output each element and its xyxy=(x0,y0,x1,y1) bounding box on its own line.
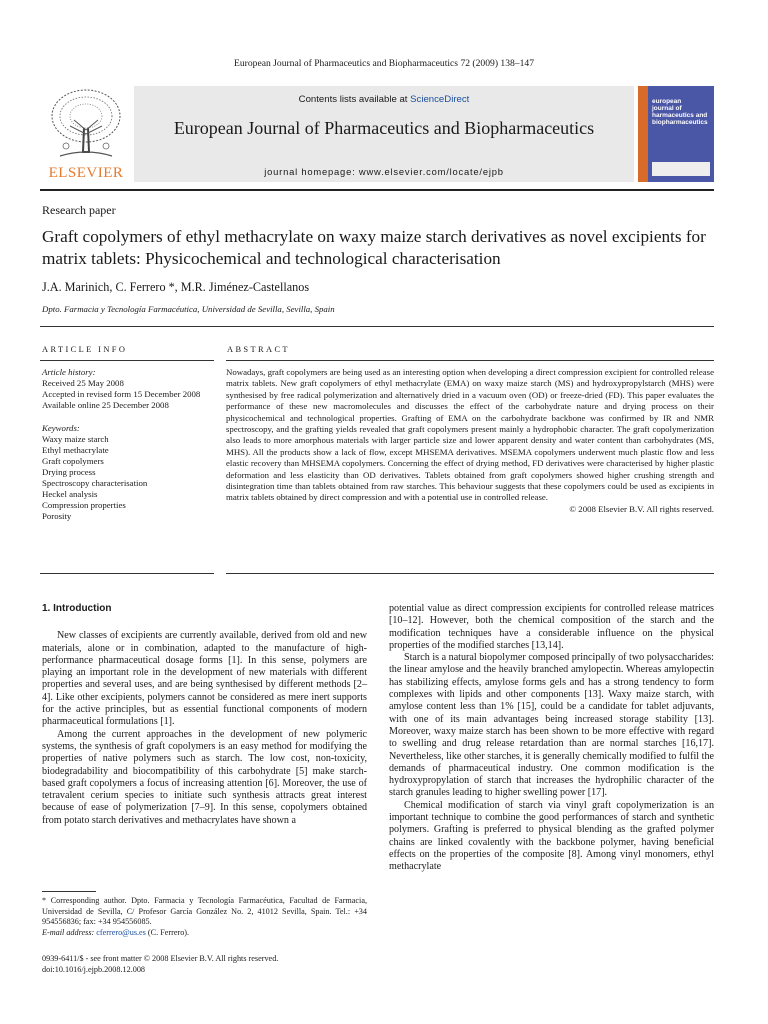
article-title: Graft copolymers of ethyl methacrylate on waxy maize starch derivatives as novel excipients for matrix tablets: Physicochemical and technological characterisation xyxy=(42,227,706,268)
title-rule xyxy=(40,326,714,327)
contents-prefix: Contents lists available at xyxy=(298,94,408,105)
journal-title: European Journal of Pharmaceutics and Biopharmaceutics xyxy=(173,118,595,138)
abstract-label: ABSTRACT xyxy=(227,345,290,354)
elsevier-tree-icon xyxy=(46,86,126,162)
keyword: Heckel analysis xyxy=(42,489,98,499)
journal-header-band xyxy=(134,86,634,182)
abstract-bottom-rule xyxy=(226,573,714,574)
doi-line: doi:10.1016/j.ejpb.2008.12.008 xyxy=(42,965,146,974)
history-item: Accepted in revised form 15 December 2008 xyxy=(42,389,201,399)
history-label: Article history: xyxy=(42,367,96,377)
running-head: European Journal of Pharmaceutics and Biopharmaceutics 72 (2009) 138–147 xyxy=(234,58,534,69)
history-item: Received 25 May 2008 xyxy=(42,378,124,388)
cover-title-line: european xyxy=(652,98,682,105)
footnote xyxy=(42,896,367,939)
affiliation: Dpto. Farmacia y Tecnología Farmacéutica, Universidad de Sevilla, Sevilla, Spain xyxy=(42,304,335,314)
keyword: Drying process xyxy=(42,467,96,477)
homepage-url[interactable]: www.elsevier.com/locate/ejpb xyxy=(358,166,504,177)
cover-title-line: biopharmaceutics xyxy=(652,119,708,126)
cover-title-line: harmaceutics and xyxy=(652,112,708,119)
keyword: Ethyl methacrylate xyxy=(42,445,109,455)
homepage-prefix: journal homepage: xyxy=(264,166,356,177)
section-heading: 1. Introduction xyxy=(42,603,112,614)
abstract-rule xyxy=(226,360,714,361)
footnote-email-line xyxy=(42,928,367,939)
body-paragraph: New classes of excipients are currently available, derived from old and new materials, alone or in combination, adapted to the manufacture of high-performance pharmaceutical dosage forms [1]. In this sense, polymers are playing an important role in the development of new materials with different properties and several uses, and are being synthesised by different methods [2–4]. Like other excipients, polymers cannot be considered as mere inert supports for the active principles, but as essential functional components of modern pharmaceutical formulations [1]. xyxy=(42,630,367,728)
elsevier-logo xyxy=(40,86,132,182)
article-type: Research paper xyxy=(42,203,116,217)
abstract-copyright: © 2008 Elsevier B.V. All rights reserved. xyxy=(569,503,714,514)
issn-line: 0939-6411/$ - see front matter © 2008 Elsevier B.V. All rights reserved. xyxy=(42,954,279,963)
article-info-bottom-rule xyxy=(40,573,214,574)
cover-title xyxy=(652,98,710,126)
keywords-label: Keywords: xyxy=(42,423,80,433)
body-right-column xyxy=(389,603,714,874)
email-link[interactable]: cferrero@us.es xyxy=(96,928,146,938)
email-label: E-mail address: xyxy=(42,928,95,938)
abstract-text: Nowadays, graft copolymers are being used as an interesting option when developing a direct compression excipient for controlled release matrix tablets. New graft copolymers of ethyl methacrylate (EMA) on waxy maize starch (MS) and hydroxypropylstarch (MHS) were synthesised by free radical polymerization and alternatively dried in a vacuum oven (OD) or freeze-dried (FD). This paper evaluates the performance of these new macromolecules and discusses the effect of the carbohydrate nature and drying process on their physicochemical and technological properties. Grafting of EMA on the carbohydrate backbone was confirmed by IR and NMR spectroscopy, and the grafting yields revealed that graft copolymers present mainly a hydrophobic character. The graft copolymerization also leads to more amorphous materials with larger particle size and lower apparent density and water content than carbohydrates (MS, MHS). All the products show a lack of flow, except MHSEMA derivatives. MSEMA copolymers underwent much plastic flow and less elastic recovery than MHSEMA copolymers. Concerning the effect of drying method, FD derivatives were characterised by higher plastic deformation and less elasticity than OD derivatives. Tablets obtained from graft copolymers showed higher crushing strength and disintegration time than tablets obtained from raw starches. This behaviour suggests that these copolymers could be used as excipients in matrix tablets obtained by direct compression and with a potential use in controlled release. xyxy=(226,367,714,503)
keyword: Spectroscopy characterisation xyxy=(42,478,148,488)
cover-title-line: journal of xyxy=(652,105,682,112)
body-paragraph: Starch is a natural biopolymer composed principally of two polysaccharides: the linear amylose and the heavily branched amylopectin. Whereas amylopectin has stabilizing effects, amylose forms gels and has a strong tendency to form complexes with lipids and other components [13]. Waxy maize starch, with amylose content less than 1% [15], could be a candidate for tablet adjuvants, with one of its main advantages being increased storage stability [13]. Moreover, waxy maize starch has been shown to be more effective with regard to swelling and drug release retardation than are normal starches [16,17]. Nevertheless, like other starches, it is generally chemically modified to fulfil the demands of pharmaceutical industry. One common modification is the hydroxypropylation of starch that increases the hydrophilic character of the starch granules leading to higher swelling power [17]. xyxy=(389,652,714,799)
abstract xyxy=(226,367,714,515)
footnote-rule xyxy=(42,891,96,892)
publication-info xyxy=(42,953,367,975)
keyword: Porosity xyxy=(42,511,72,521)
contents-line xyxy=(134,94,634,105)
body-left-column xyxy=(42,603,367,827)
sciencedirect-link[interactable]: ScienceDirect xyxy=(410,94,470,105)
journal-homepage xyxy=(134,166,634,177)
body-paragraph: Chemical modification of starch via vinyl graft copolymerization is an important technique to combine the good performances of starch and synthetic polymers. Grafting is preferred to physical blending as the grafted polymer chains are linked covalently with the backbone polymer, having beneficial effects on the properties of the composite [8]. Among vinyl monomers, ethyl methacrylate xyxy=(389,799,714,873)
authors: J.A. Marinich, C. Ferrero *, M.R. Jiménez-Castellanos xyxy=(42,280,310,294)
journal-cover-thumbnail xyxy=(638,86,714,182)
publisher-name: ELSEVIER xyxy=(48,165,124,181)
article-info-rule xyxy=(40,360,214,361)
keyword: Graft copolymers xyxy=(42,456,104,466)
cover-footer-block xyxy=(652,162,710,176)
body-paragraph: Among the current approaches in the development of new polymeric systems, the synthesis of graft copolymers is an easy method for modifying the properties of native polymers such as starch. The low cost, non-toxicity, biodegradability and biocompatibility of this carbohydrate [5] make starch-based graft copolymers a focus of increasing attention [6]. Moreover, the use of tetravalent cerium species to initiate such synthesis attracts great interest because of ease of polymerization [7–9]. In this sense, copolymers obtained from potato starch derivatives and methacrylates have shown a xyxy=(42,728,367,826)
body-paragraph: potential value as direct compression excipients for controlled release matrices [10–12]. However, both the chemical composition of the starch and the modification techniques have a considerable influence on the physical properties of the modified starches [13,14]. xyxy=(389,603,714,651)
keyword: Waxy maize starch xyxy=(42,434,109,444)
keyword: Compression properties xyxy=(42,500,126,510)
article-info xyxy=(42,367,214,522)
footnote-text: * Corresponding author. Dpto. Farmacia y Tecnología Farmacéutica, Facultad de Farmacia, Universidad de Sevilla, C/ Profesor García González No. 2, 41012 Sevilla, Spain. Tel.: +34 954556836; fax: +34 954556085. xyxy=(42,896,367,927)
history-item: Available online 25 December 2008 xyxy=(42,400,169,410)
header-rule xyxy=(40,189,714,191)
email-suffix: (C. Ferrero). xyxy=(147,928,190,938)
cover-strip xyxy=(638,86,648,182)
article-info-label: ARTICLE INFO xyxy=(42,345,128,354)
